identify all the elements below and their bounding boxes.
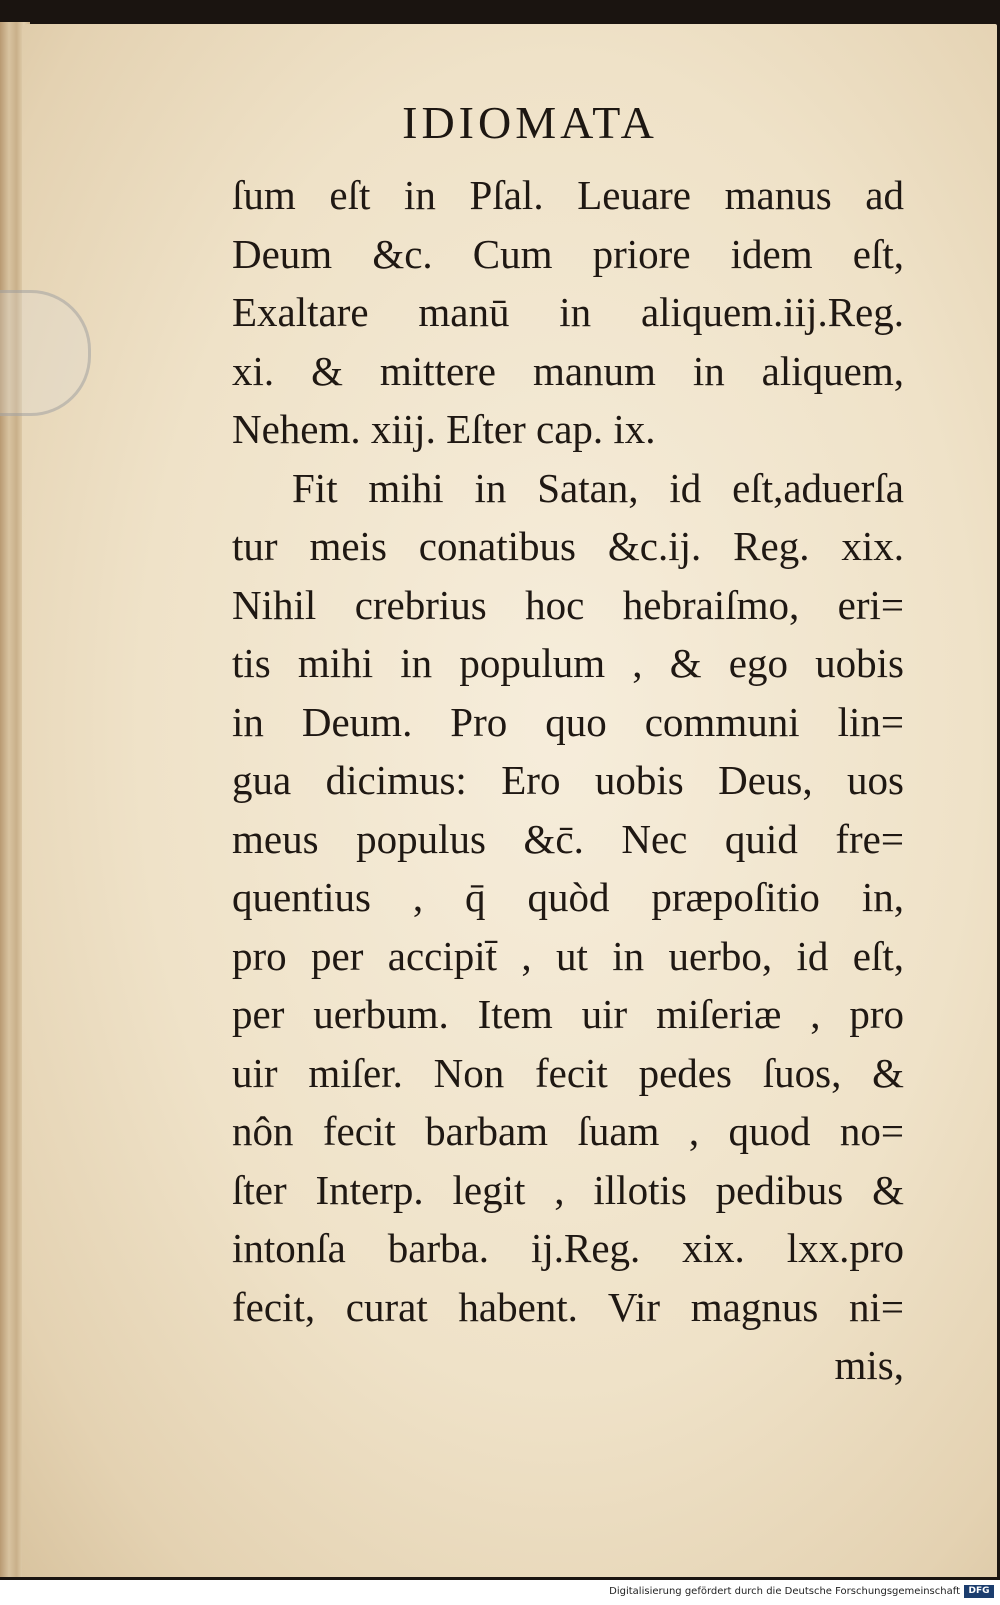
page-text [232,166,904,1395]
text-line: quentius , q̄ quòd præpoſitio in, [232,874,904,920]
text-line: tis mihi in populum , & ego uobis [232,640,904,686]
text-line: in Deum. Pro quo communi lin= [232,698,904,745]
text-line: fecit, curat habent. Vir magnus ni= [232,1283,904,1330]
text-line: ſum eſt in Pſal. Leuare manus ad [232,172,904,218]
text-line: gua dicimus: Ero uobis Deus, uos [232,757,904,803]
catchword: mis, [834,1342,904,1388]
digitization-footer [0,1580,1000,1605]
text-line: intonſa barba. ij.Reg. xix. lxx.pro [232,1225,904,1271]
text-line: Deum &c. Cum priore idem eſt, [232,230,904,277]
running-header: IDIOMATA [402,97,658,148]
text-line: xi. & mittere manum in aliquem, [232,347,904,394]
text-line: Nehem. xiij. Eſter cap. ix. [232,406,656,452]
text-line: tur meis conatibus &c.ij. Reg. xix. [232,523,904,569]
dfg-logo: DFG [964,1585,994,1598]
text-line: uir miſer. Non fecit pedes ſuos, & [232,1049,904,1096]
funding-credit: Digitalisierung gefördert durch die Deutsche Forschungsgemeinschaft [609,1586,960,1597]
text-line: pro per accipit̄ , ut in uerbo, id eſt, [232,932,904,979]
text-line: per uerbum. Item uir miſeriæ , pro [232,991,904,1037]
text-line: Nihil crebrius hoc hebraiſmo, eri= [232,581,904,628]
text-line: meus populus &c̄. Nec quid fre= [232,815,904,862]
text-line: Fit mihi in Satan, id eſt,aduerſa [292,464,904,511]
text-line: nôn fecit barbam ſuam , quod no= [232,1108,904,1154]
text-line: ſter Interp. legit , illotis pedibus & [232,1166,904,1213]
text-line: Exaltare manū in aliquem.iij.Reg. [232,289,904,335]
